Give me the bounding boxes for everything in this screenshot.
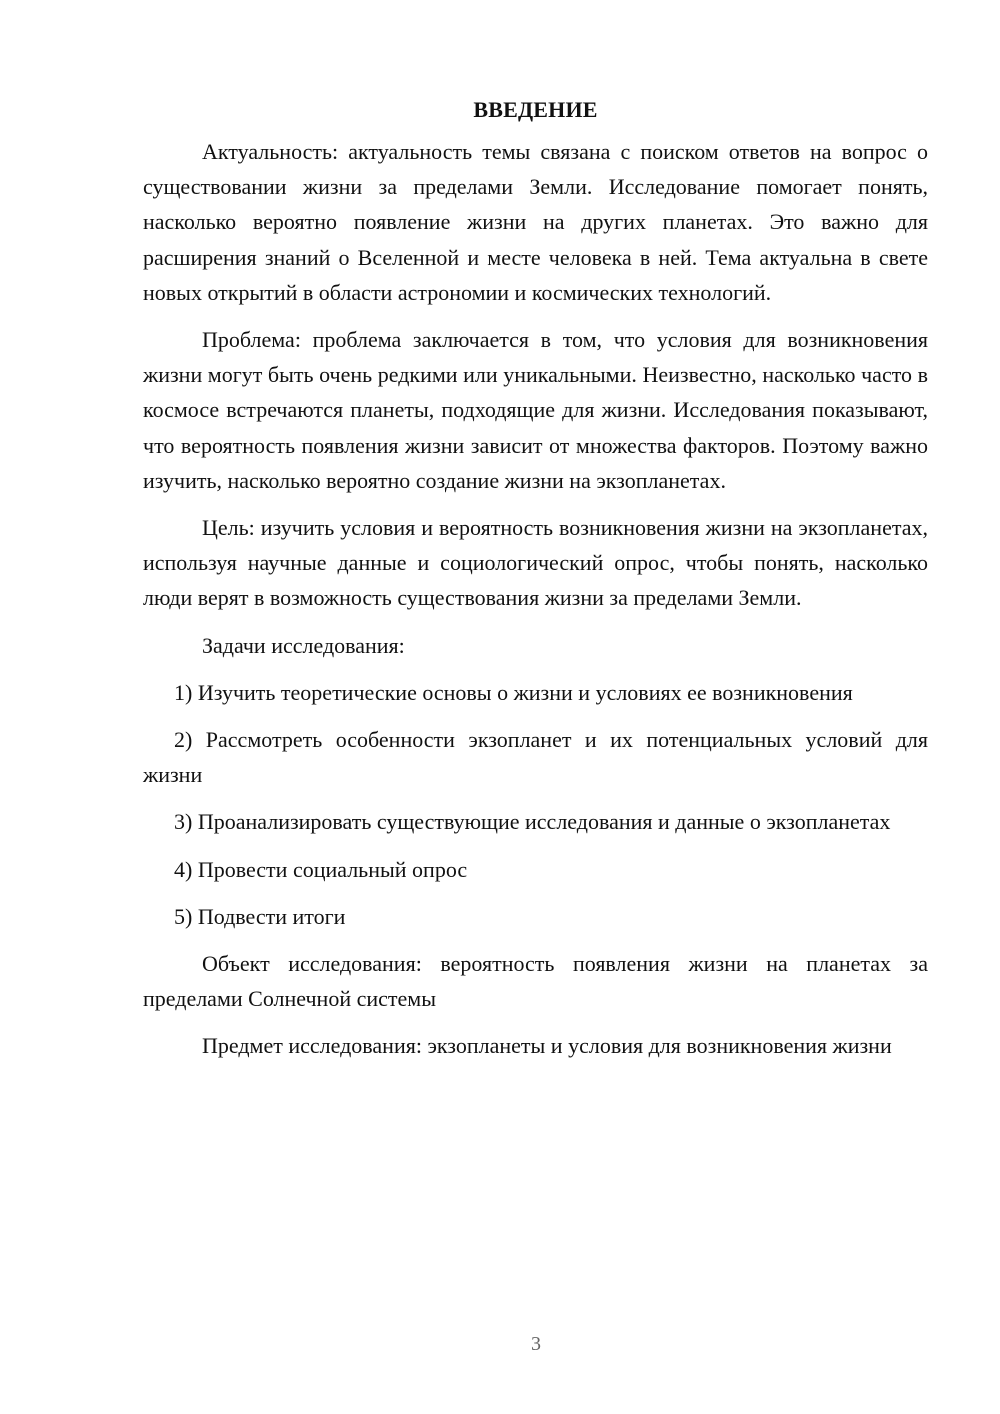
task-item-4: 4) Провести социальный опрос [174, 856, 468, 882]
relevance-paragraph: Актуальность: актуальность темы связана с поиском ответов на вопрос о существовании жизни за пределами Земли. Исследование помогает понять, насколько вероятно появление жизни на других планетах. Это важно для расширения знаний о Вселенной и месте человека в ней. Тема актуальна в свете новых открытий в области астрономии и космических технологий. [143, 139, 928, 305]
research-object-paragraph: Объект исследования: вероятность появления жизни на планетах за пределами Солнечной системы [143, 951, 928, 1012]
page-content [143, 92, 928, 1076]
page-number: 3 [531, 1333, 541, 1355]
section-title: ВВЕДЕНИЕ [473, 97, 598, 122]
task-item-1: 1) Изучить теоретические основы о жизни и условиях ее возникновения [174, 679, 853, 705]
task-item-3: 3) Проанализировать существующие исследования и данные о экзопланетах [174, 809, 891, 835]
research-subject-paragraph: Предмет исследования: экзопланеты и условия для возникновения жизни [202, 1033, 892, 1059]
task-item-2: 2) Рассмотреть особенности экзопланет и их потенциальных условий для жизни [143, 727, 928, 788]
goal-paragraph: Цель: изучить условия и вероятность возникновения жизни на экзопланетах, используя научные данные и социологический опрос, чтобы понять, насколько люди верят в возможность существования жизни за пределами Земли. [143, 515, 928, 611]
problem-paragraph: Проблема: проблема заключается в том, что условия для возникновения жизни могут быть очень редкими или уникальными. Неизвестно, насколько часто в космосе встречаются планеты, подходящие для жизни. Исследования показывают, что вероятность появления жизни зависит от множества факторов. Поэтому важно изучить, насколько вероятно создание жизни на экзопланетах. [143, 327, 928, 493]
task-item-5: 5) Подвести итоги [174, 903, 346, 929]
tasks-heading: Задачи исследования: [202, 632, 405, 658]
